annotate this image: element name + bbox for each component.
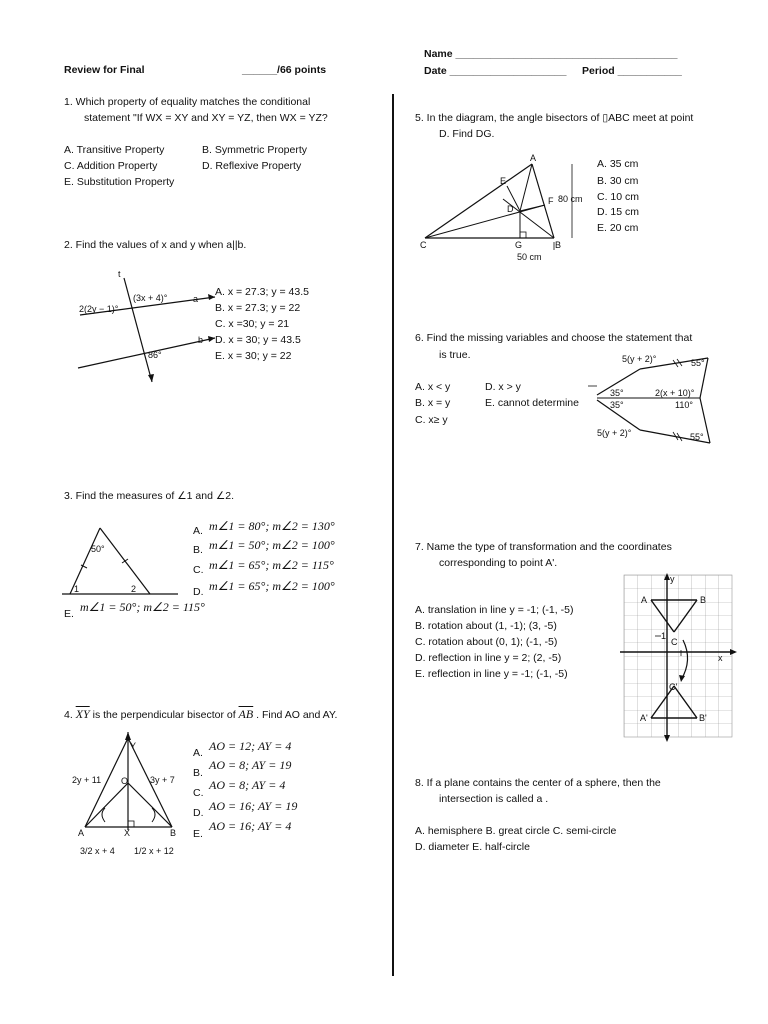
q3-answer-c: m∠1 = 65°; m∠2 = 115° <box>209 558 334 572</box>
q5-option-b: B. 30 cm <box>597 175 639 187</box>
q3-letter-e: E. <box>64 608 74 620</box>
q4-answer-b: AO = 8; AY = 19 <box>209 758 292 772</box>
q7-option-c: C. rotation about (0, 1); (-1, -5) <box>415 636 558 648</box>
q1-option-a: A. Transitive Property <box>64 144 165 156</box>
q3-answer-b: m∠1 = 50°; m∠2 = 100° <box>209 538 335 552</box>
q1-option-d: D. Reflexive Property <box>202 160 302 172</box>
q7-stem-line2: corresponding to point A'. <box>439 557 558 569</box>
q4-letter-a: A. <box>193 747 203 759</box>
q5-label-f: F <box>548 196 554 206</box>
q5-option-a: A. 35 cm <box>597 158 639 170</box>
page-title: Review for Final <box>64 64 145 76</box>
q6-label-110: 110° <box>675 400 693 410</box>
q4-label-left-side: 2y + 11 <box>72 775 102 785</box>
q3-label-angle2: 2 <box>131 584 137 594</box>
q7-label-a: A <box>641 595 648 605</box>
q6-option-a: A. x < y <box>415 381 451 393</box>
q4-letter-d: D. <box>193 807 204 819</box>
q5-label-c: C <box>420 240 427 250</box>
q3-stem: 3. Find the measures of ∠1 and ∠2. <box>64 490 234 502</box>
q2-label-t: t <box>118 269 121 279</box>
q4-letter-b: B. <box>193 767 203 779</box>
q2-option-d: D. x = 30; y = 43.5 <box>215 334 301 346</box>
q5-label-side: 80 cm <box>558 194 583 204</box>
q7-option-e: E. reflection in line y = -1; (-1, -5) <box>415 668 568 680</box>
q7-option-b: B. rotation about (1, -1); (3, -5) <box>415 620 557 632</box>
name-field: Name ______________________________________ <box>424 48 678 60</box>
q6-label-mid-angle: 2(x + 10)° <box>655 388 695 398</box>
q2-option-b: B. x = 27.3; y = 22 <box>215 302 301 314</box>
q1-option-e: E. Substitution Property <box>64 176 175 188</box>
q4-label-y: Y <box>130 741 137 751</box>
q6-label-35-top: 35° <box>610 388 624 398</box>
q4-label-xb: 1/2 x + 12 <box>134 846 174 856</box>
q4-answer-d: AO = 16; AY = 19 <box>209 799 298 813</box>
q5-label-base: 50 cm <box>517 252 542 262</box>
q4-segment-ab: $\overline{AB}$ <box>238 707 254 721</box>
q5-option-c: C. 10 cm <box>597 191 640 203</box>
q3-letter-a: A. <box>193 525 203 537</box>
q6-stem-line2: is true. <box>439 349 471 361</box>
q4-label-x: X <box>124 828 131 838</box>
q4-label-b: B <box>170 828 177 838</box>
q4-answer-a: AO = 12; AY = 4 <box>209 739 292 753</box>
q6-label-top-angle: 5(y + 2)° <box>622 354 657 364</box>
q3-label-apex: 50° <box>91 544 105 554</box>
q6-label-35-bottom: 35° <box>610 400 624 410</box>
q5-label-e: E <box>500 176 507 186</box>
q6-option-d: D. x > y <box>485 381 521 393</box>
q2-label-left-angle: 2(2y − 1)° <box>79 304 119 314</box>
q4-label-ax: 3/2 x + 4 <box>80 846 115 856</box>
q1-option-c: C. Addition Property <box>64 160 158 172</box>
q2-label-bottom-angle: 86° <box>148 350 162 360</box>
q4-letter-c: C. <box>193 787 204 799</box>
q6-stem-line1: 6. Find the missing variables and choose the statement that <box>415 332 693 344</box>
q7-label-c-prime: C' <box>669 682 678 692</box>
q3-answer-e: m∠1 = 50°; m∠2 = 115° <box>80 600 205 614</box>
q1-option-b: B. Symmetric Property <box>202 144 308 156</box>
q6-option-c: C. x≥ y <box>415 414 448 426</box>
q4-stem-mid: is the perpendicular bisector of <box>92 709 239 721</box>
period-field: Period ___________ <box>582 65 682 77</box>
q2-stem: 2. Find the values of x and y when a||b. <box>64 239 247 251</box>
q2-label-a: a <box>193 294 199 304</box>
q3-answer-d: m∠1 = 65°; m∠2 = 100° <box>209 579 335 593</box>
points-field: ______/66 points <box>242 64 327 76</box>
q7-label-x-axis: x <box>718 653 723 663</box>
q5-stem-line2: D. Find DG. <box>439 128 495 140</box>
q4-prefix: 4. <box>64 709 73 721</box>
q3-letter-d: D. <box>193 586 204 598</box>
q5-option-d: D. 15 cm <box>597 206 640 218</box>
q4-label-o: O <box>121 776 129 786</box>
q7-label-y-axis: y <box>670 574 675 584</box>
q4-letter-e: E. <box>193 828 203 840</box>
q8-options-row2: D. diameter E. half-circle <box>415 841 530 853</box>
q6-option-b: B. x = y <box>415 397 451 409</box>
q5-option-e: E. 20 cm <box>597 222 639 234</box>
q8-options-row1: A. hemisphere B. great circle C. semi-circle <box>415 825 617 837</box>
q7-label-b: B <box>700 595 707 605</box>
q3-letter-b: B. <box>193 544 203 556</box>
q8-stem-line1: 8. If a plane contains the center of a sphere, then the <box>415 777 661 789</box>
q2-label-top-angle: (3x + 4)° <box>133 293 168 303</box>
q7-stem-line1: 7. Name the type of transformation and the coordinates <box>415 541 672 553</box>
q7-option-a: A. translation in line y = -1; (-1, -5) <box>415 604 574 616</box>
q2-label-b: b <box>198 335 204 345</box>
q4-segment-xy: $\overline{XY}$ <box>75 707 90 721</box>
q7-label-b-prime: B' <box>699 713 707 723</box>
q2-option-a: A. x = 27.3; y = 43.5 <box>215 286 309 298</box>
q3-label-angle1: 1 <box>74 584 80 594</box>
q3-letter-c: C. <box>193 564 204 576</box>
q2-option-c: C. x =30; y = 21 <box>215 318 290 330</box>
q7-option-d: D. reflection in line y = 2; (2, -5) <box>415 652 562 664</box>
q1-stem-line1: 1. Which property of equality matches the conditional <box>64 96 311 108</box>
q8-stem-line2: intersection is called a . <box>439 793 549 805</box>
q4-label-a: A <box>78 828 85 838</box>
q3-answer-a: m∠1 = 80°; m∠2 = 130° <box>209 519 335 533</box>
q5-label-d: D <box>507 204 514 214</box>
q5-label-b: B <box>555 240 562 250</box>
q4-stem-suffix: . Find AO and AY. <box>256 709 338 721</box>
q2-option-e: E. x = 30; y = 22 <box>215 350 292 362</box>
q5-label-a: A <box>530 153 537 163</box>
date-field: Date ____________________ <box>424 65 567 77</box>
q1-stem-line2: statement "If WX = XY and XY = YZ, then WX = YZ? <box>84 112 328 124</box>
q4-answer-e: AO = 16; AY = 4 <box>209 819 292 833</box>
q6-option-e: E. cannot determine <box>485 397 579 409</box>
q5-label-g: G <box>515 240 523 250</box>
q6-label-55-top: 55° <box>691 358 705 368</box>
q7-label-one: 1 <box>661 631 667 641</box>
q4-label-right-side: 3y + 7 <box>150 775 175 785</box>
q6-label-55-bottom: 55° <box>690 432 704 442</box>
q7-label-c: C <box>671 637 678 647</box>
q6-label-bottom-angle: 5(y + 2)° <box>597 428 632 438</box>
q5-stem-line1: 5. In the diagram, the angle bisectors of ▯ABC meet at point <box>415 112 694 124</box>
q7-label-a-prime: A' <box>640 713 648 723</box>
q4-answer-c: AO = 8; AY = 4 <box>209 778 286 792</box>
